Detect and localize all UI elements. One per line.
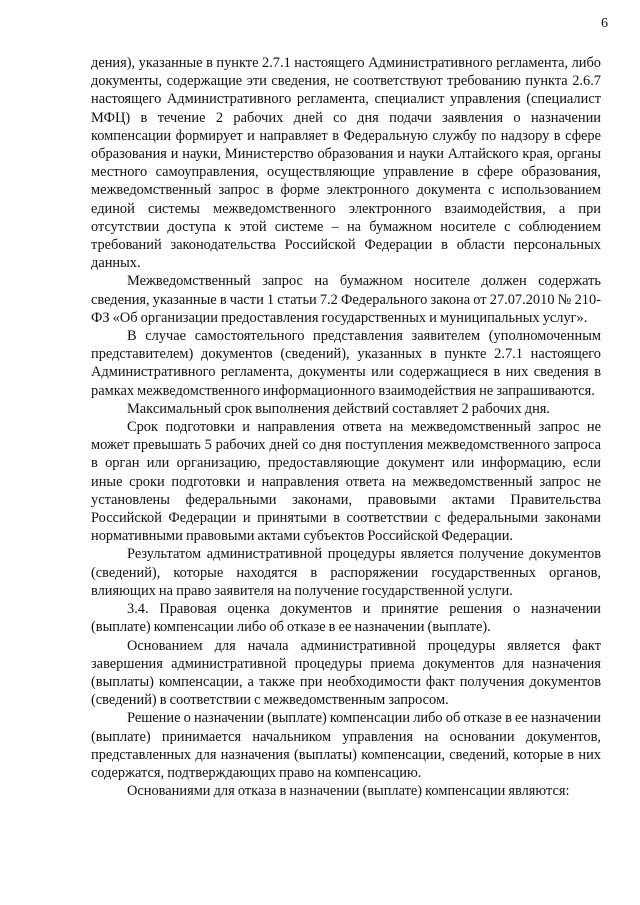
paragraph: Основанием для начала административной процедуры является факт завершения административной процедуры приема документов для назначения (выплаты) компенсации, а также при необходимости факт получения документов (сведений) в соответствии с межведомственным запросом. [91,637,601,709]
paragraph: Основаниями для отказа в назначении (выплате) компенсации являются: [127,783,570,800]
paragraph: Результатом административной процедуры является получение документов (сведений), которые находятся в распоряжении государственных органов, влияющих на право заявителя на получение государственной услуги. [91,546,601,599]
paragraph: Срок подготовки и направления ответа на межведомственный запрос не может превышать 5 рабочих дней со дня поступления межведомственного запроса в орган или организацию, предоставляющие документ или информацию, если иные сроки подготовки и направления ответа на межведомственный запрос не установлены федеральными законами, правовыми актами Правительства Российской Федерации и принятыми в соответствии с федеральными законами нормативными правовыми актами субъектов Российской Федерации. [91,419,601,545]
paragraph: Решение о назначении (выплате) компенсации либо об отказе в ее назначении (выплате) принимается начальником управления на основании документов, представленных для назначения (выплаты) компенсации, сведений, которые в них содержатся, подтверждающих право на компенсацию. [91,710,601,781]
section-heading-3-4: 3.4. Правовая оценка документов и принятие решения о назначении (выплате) компенсации либо об отказе в ее назначении (выплате). [91,601,601,636]
paragraph: дения), указанные в пункте 2.7.1 настоящего Административного регламента, либо документы, содержащие эти сведения, не соответствуют требованию пункта 2.6.7 настоящего Административного регламента, специалист управления (специалист МФЦ) в течение 2 рабочих дней со дня подачи заявления о назначении компенсации формирует и направляет в Федеральную службу по надзору в сфере образования и науки, Министерство образования и науки Алтайского края, органы местного самоуправления, осуществляющие управление в сфере образования, межведомственный запрос в форме электронного документа с использованием единой системы межведомственного электронного взаимодействия, а при отсутствии доступа к этой системе – на бумажном носителе с соблюдением требований законодательства Российской Федерации в области персональных данных. [91,55,601,272]
paragraph: В случае самостоятельного представления заявителем (уполномоченным представителем) документов (сведений), указанных в пункте 2.7.1 настоящего Административного регламента, документы или содержащиеся в них сведения в рамках межведомственного информационного взаимодействия не запрашиваются. [91,328,601,399]
document-body [91,54,601,800]
paragraph: Максимальный срок выполнения действий составляет 2 рабочих дня. [127,400,550,417]
page-number: 6 [601,16,608,31]
paragraph: Межведомственный запрос на бумажном носителе должен содержать сведения, указанные в части 1 статьи 7.2 Федерального закона от 27.07.2010 № 210-ФЗ «Об организации предоставления государственных и муниципальных услуг». [91,273,601,326]
